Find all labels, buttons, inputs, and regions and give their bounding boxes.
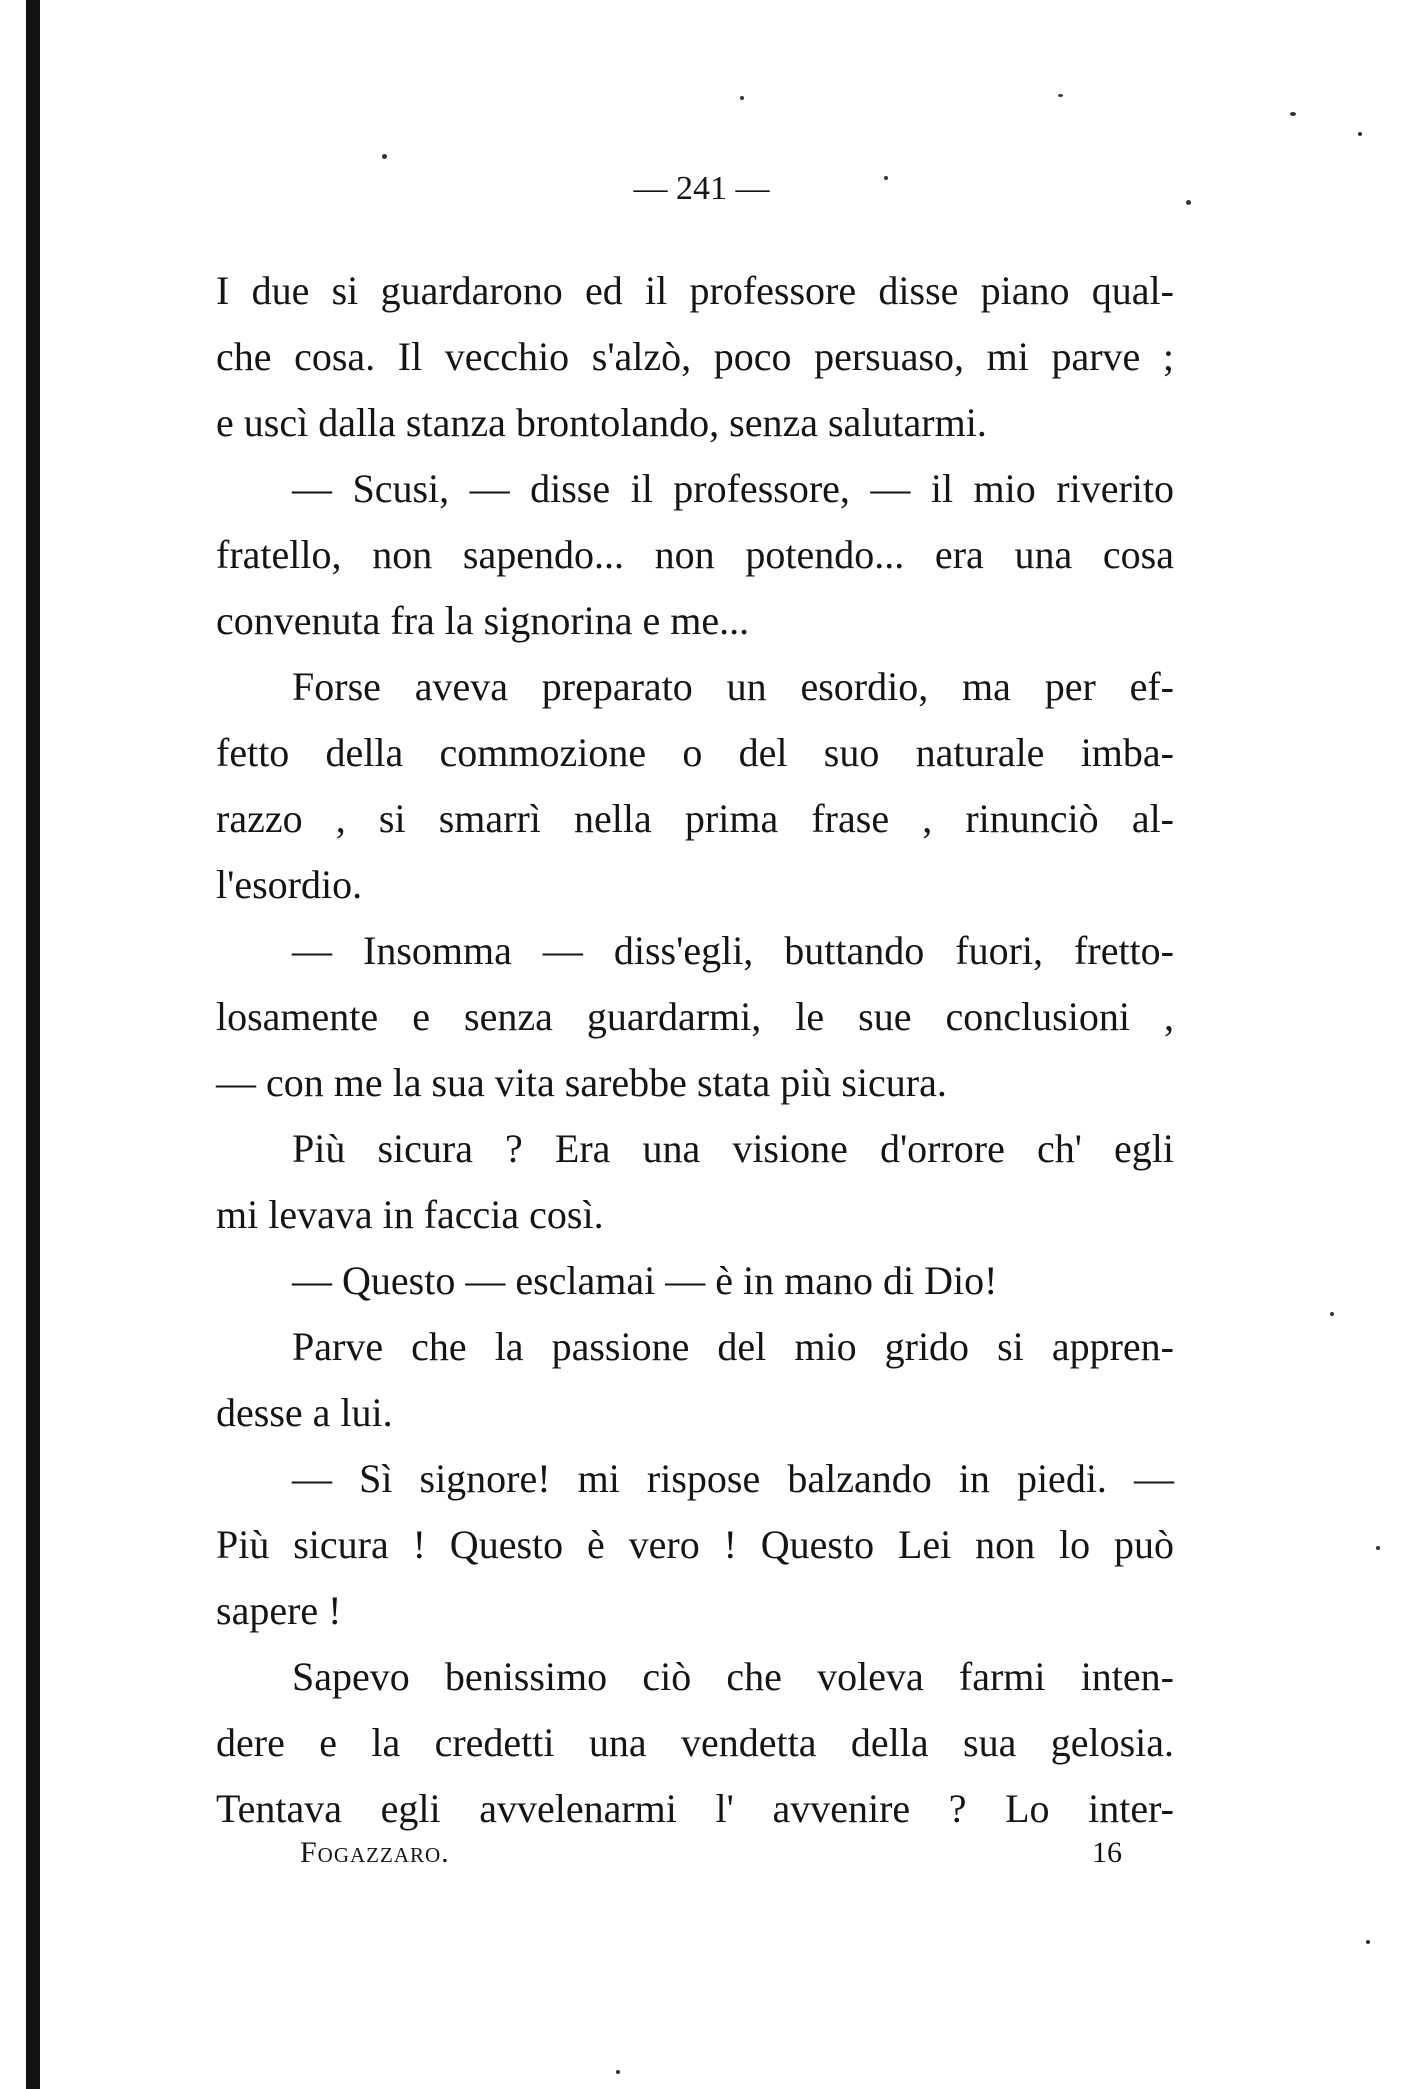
text-line: e uscì dalla stanza brontolando, senza salutarmi. bbox=[216, 400, 987, 445]
text-line: che cosa. Il vecchio s'alzò, poco persuaso, mi parve ; bbox=[216, 334, 1174, 379]
text-line: — con me la sua vita sarebbe stata più sicura. bbox=[216, 1060, 947, 1105]
text-line: razzo , si smarrì nella prima frase , rinunciò al- bbox=[216, 796, 1174, 841]
text-line: Parve che la passione del mio grido si appren- bbox=[292, 1324, 1174, 1369]
scan-speck bbox=[1376, 1546, 1380, 1550]
text-line: desse a lui. bbox=[216, 1390, 393, 1435]
text-line: fetto della commozione o del suo naturale imba- bbox=[216, 730, 1174, 775]
page-footer bbox=[300, 1836, 1122, 1870]
text-line: convenuta fra la signorina e me... bbox=[216, 598, 750, 643]
text-line: mi levava in faccia così. bbox=[216, 1192, 604, 1237]
scan-speck bbox=[1290, 112, 1296, 116]
text-line: I due si guardarono ed il professore disse piano qual- bbox=[216, 268, 1174, 313]
text-line: losamente e senza guardarmi, le sue conclusioni , bbox=[216, 994, 1174, 1039]
scan-speck bbox=[382, 154, 387, 159]
text-line: — Scusi, — disse il professore, — il mio riverito bbox=[292, 466, 1174, 511]
text-line: — Questo — esclamai — è in mano di Dio! bbox=[292, 1258, 998, 1303]
scan-speck bbox=[1358, 132, 1362, 136]
body-text bbox=[216, 258, 1174, 1842]
text-line: Più sicura ? Era una visione d'orrore ch' egli bbox=[292, 1126, 1174, 1171]
text-line: — Sì signore! mi rispose balzando in piedi. — bbox=[292, 1456, 1174, 1501]
scan-speck bbox=[1366, 1940, 1370, 1944]
text-line: l'esordio. bbox=[216, 862, 363, 907]
text-line: fratello, non sapendo... non potendo... era una cosa bbox=[216, 532, 1174, 577]
text-line: Tentava egli avvelenarmi l' avvenire ? Lo inter- bbox=[216, 1786, 1174, 1831]
text-line: sapere ! bbox=[216, 1588, 342, 1633]
scan-speck bbox=[1058, 94, 1063, 97]
text-line: Più sicura ! Questo è vero ! Questo Lei non lo può bbox=[216, 1522, 1174, 1567]
text-line: Forse aveva preparato un esordio, ma per ef- bbox=[292, 664, 1174, 709]
text-line: — Insomma — diss'egli, buttando fuori, fretto- bbox=[292, 928, 1174, 973]
text-line: Sapevo benissimo ciò che voleva farmi inten- bbox=[292, 1654, 1174, 1699]
signature-mark: 16 bbox=[1092, 1836, 1122, 1869]
footer-author: Fogazzaro. bbox=[300, 1836, 450, 1869]
scan-speck bbox=[740, 96, 744, 100]
scan-binding-edge bbox=[26, 0, 40, 2089]
text-line: dere e la credetti una vendetta della sua gelosia. bbox=[216, 1720, 1174, 1765]
page-number: — 241 — bbox=[633, 170, 770, 207]
scan-speck bbox=[616, 2070, 620, 2074]
scan-speck bbox=[1330, 1312, 1334, 1316]
